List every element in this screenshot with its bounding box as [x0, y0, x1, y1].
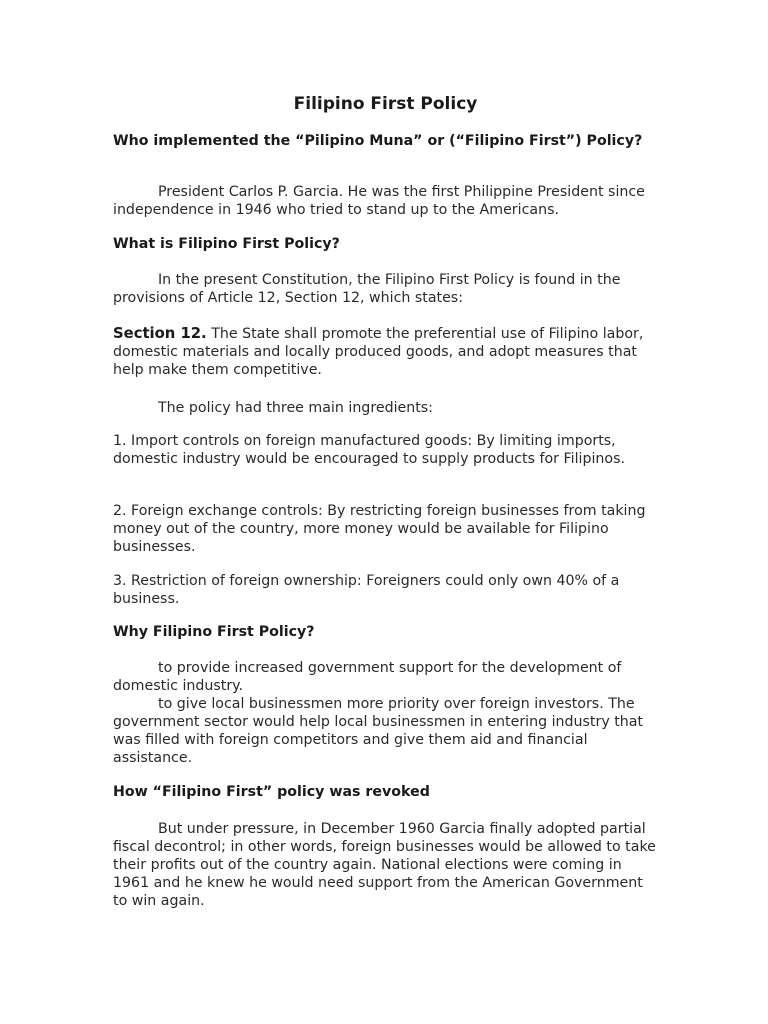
heading-what-is: What is Filipino First Policy? — [113, 236, 340, 252]
document-title: Filipino First Policy — [293, 94, 478, 114]
answer-what-is: In the present Constitution, the Filipino First Policy is found in the provisions of Article 12, Section 12, which states: — [113, 272, 621, 306]
revoked-text: But under pressure, in December 1960 Garcia finally adopted partial fiscal decontrol; in other words, foreign businesses would be allowed to take their profits out of the country again. National elections were coming in 1961 and he knew he would need support from the American Government to win again. — [113, 821, 656, 909]
ingredient-3: 3. Restriction of foreign ownership: Foreigners could only own 40% of a business. — [113, 573, 620, 607]
section-12-text: The State shall promote the preferential use of Filipino labor, domestic materials and locally produced goods, and adopt measures that help make them competitive. — [113, 326, 644, 378]
heading-who-implemented: Who implemented the “Pilipino Muna” or (“Filipino First”) Policy? — [113, 133, 643, 149]
heading-why: Why Filipino First Policy? — [113, 624, 315, 640]
section-12-paragraph — [113, 325, 658, 379]
ingredient-2: 2. Foreign exchange controls: By restricting foreign businesses from taking money out of the country, more money would be available for Filipino businesses. — [113, 503, 646, 555]
answer-who-implemented: President Carlos P. Garcia. He was the first Philippine President since independence in 1946 who tried to stand up to the Americans. — [113, 184, 645, 218]
heading-revoked: How “Filipino First” policy was revoked — [113, 784, 430, 800]
why-reason-2: to give local businessmen more priority over foreign investors. The government sector would help local businessmen in entering industry that was filled with foreign competitors and give them aid and financial assistance. — [113, 696, 644, 766]
why-reason-1: to provide increased government support for the development of domestic industry. — [113, 660, 622, 694]
section-12-label: Section 12. — [113, 325, 207, 342]
ingredients-intro: The policy had three main ingredients: — [158, 400, 433, 416]
ingredient-1: 1. Import controls on foreign manufactured goods: By limiting imports, domestic industry would be encouraged to supply products for Filipinos. — [113, 433, 625, 467]
